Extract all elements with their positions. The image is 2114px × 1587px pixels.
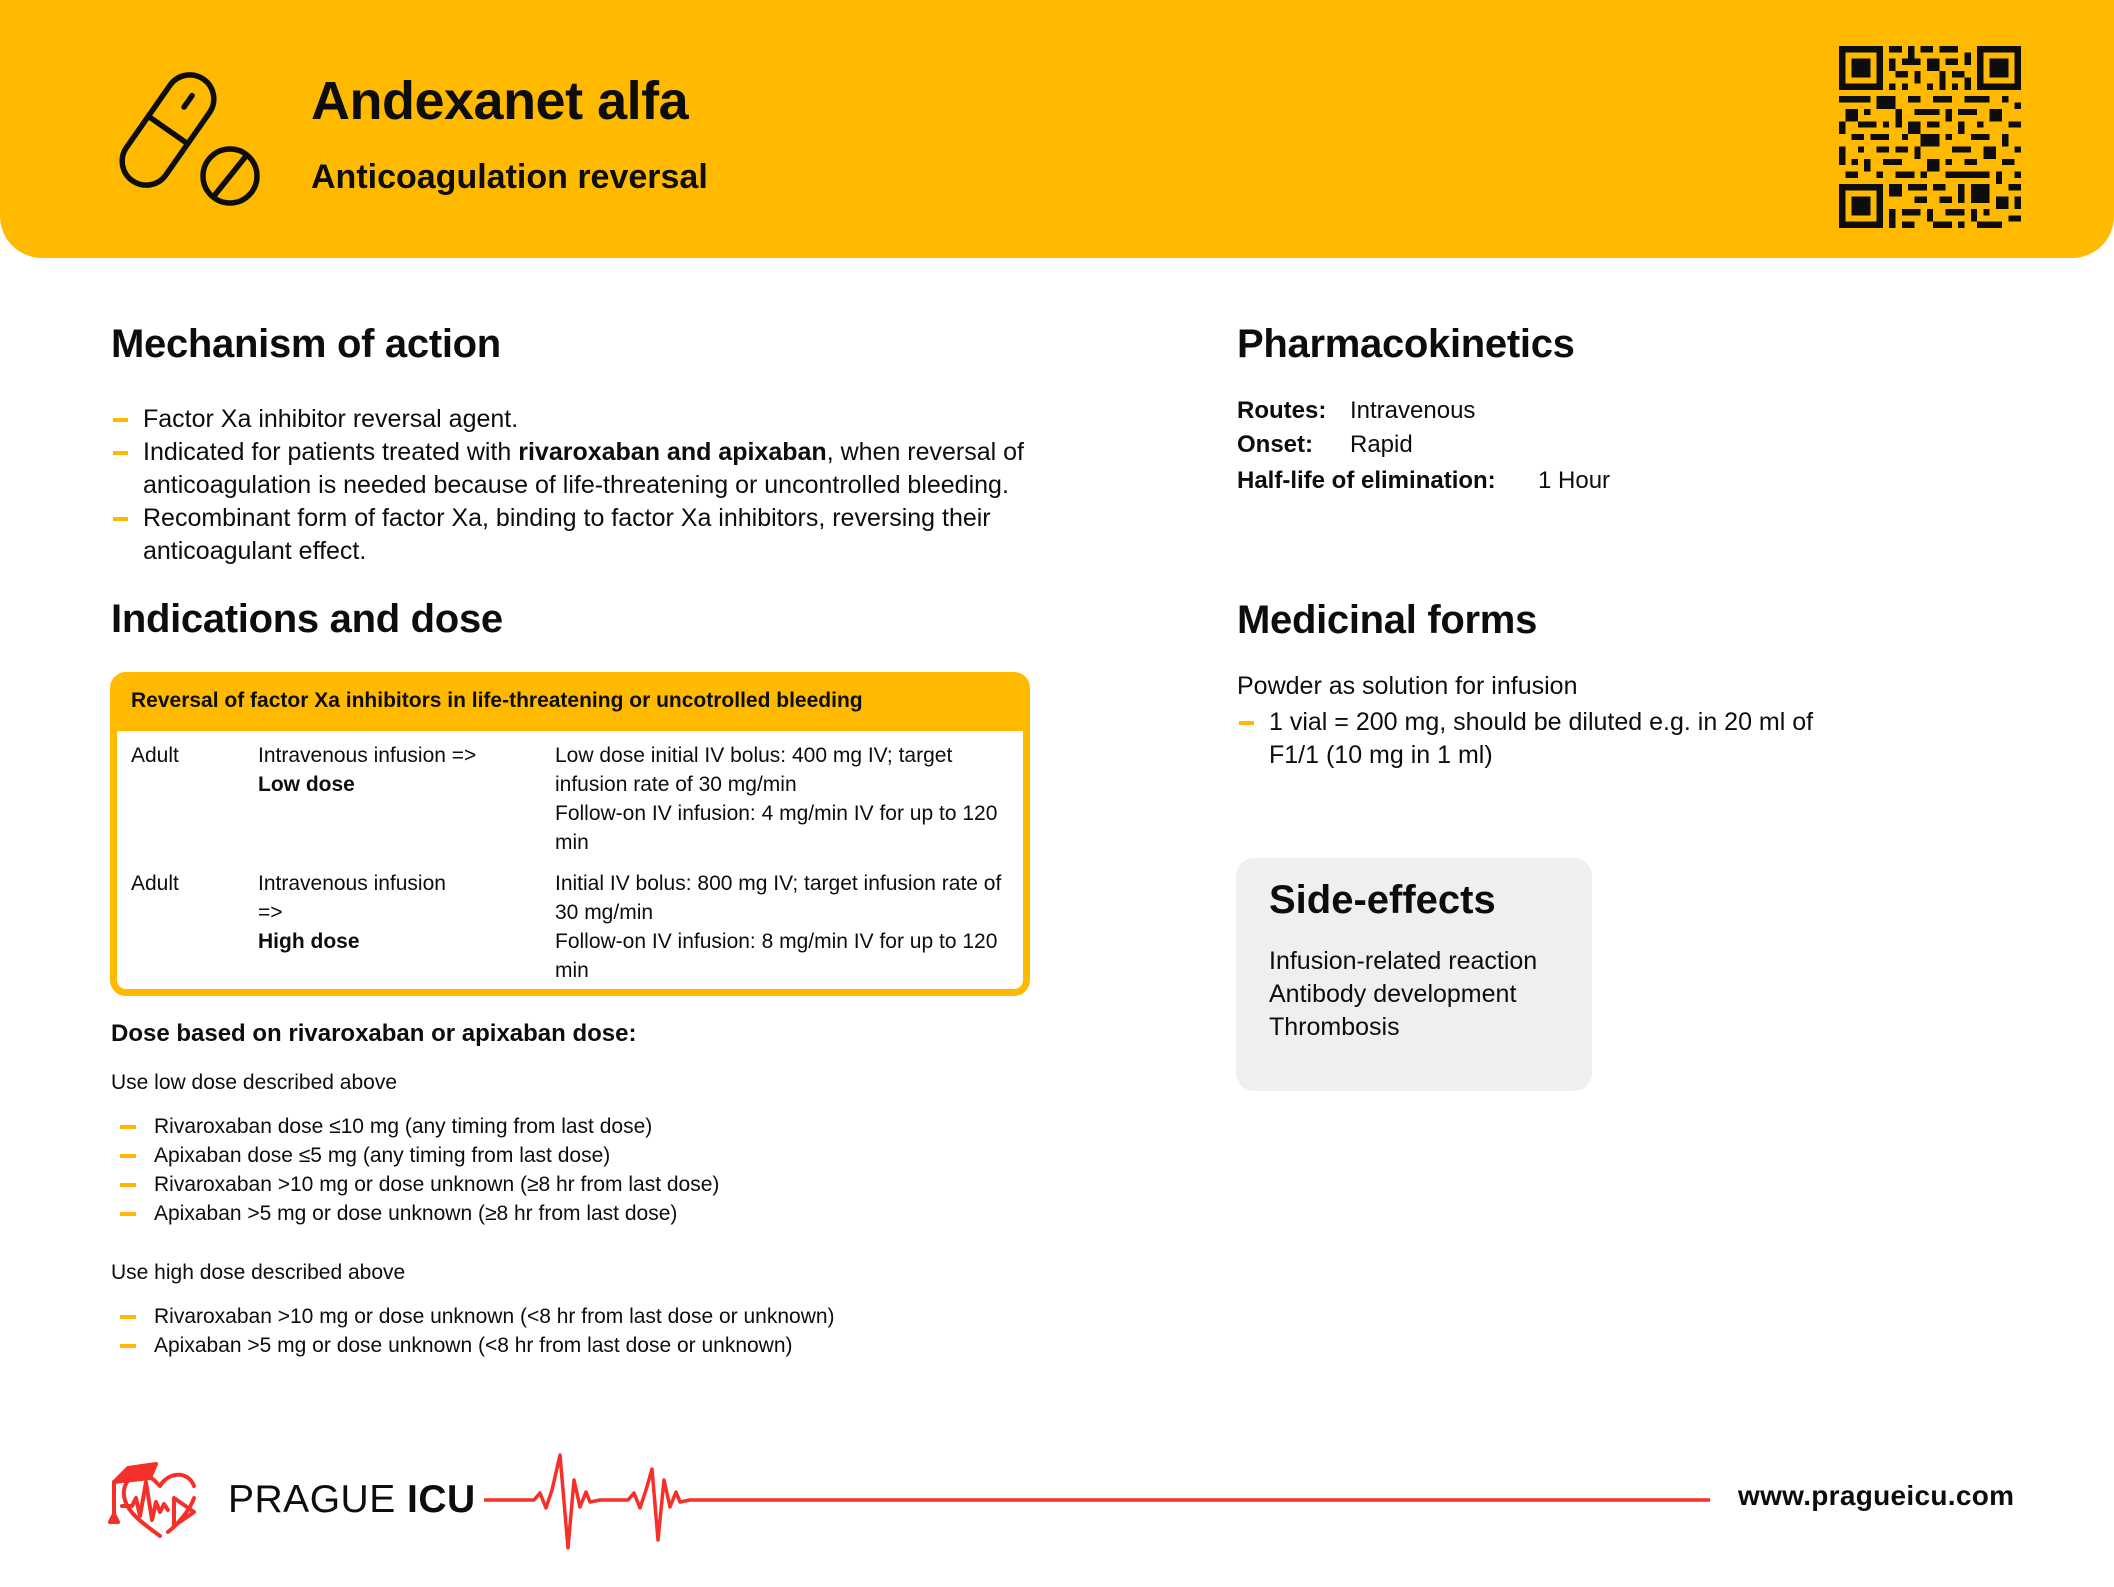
list-item: Thrombosis (1269, 1013, 1400, 1041)
pill-capsule-tablet-icon (118, 72, 268, 212)
pk-value: 1 Hour (1538, 467, 1611, 494)
qr-code-icon[interactable] (1839, 46, 2021, 228)
ecg-line-icon (484, 1450, 1710, 1550)
low-dose-intro: Use low dose described above (111, 1071, 398, 1094)
mechanism-heading: Mechanism of action (111, 322, 501, 366)
list-item: Factor Xa inhibitor reversal agent. (111, 403, 1071, 436)
pk-label: Half-life of elimination: (1237, 467, 1496, 494)
side-effects-list (1269, 945, 1592, 1044)
footer-brand: PRAGUE ICU (228, 1478, 476, 1521)
indication-table (110, 672, 1030, 996)
population-cell: Adult (131, 744, 179, 767)
route-cell: Intravenous infusion => Low dose (258, 744, 477, 796)
indications-heading: Indications and dose (111, 597, 503, 641)
indication-table-title: Reversal of factor Xa inhibitors in life-threatening or uncotrolled bleeding (117, 679, 1023, 731)
pk-label: Routes: (1237, 397, 1327, 424)
list-item: Indicated for patients treated with rivaroxaban and apixaban, when reversal of anticoagulation is needed because of life-threatening or uncontrolled bleeding. (111, 436, 1071, 502)
dose-based-title: Dose based on rivaroxaban or apixaban dose: (111, 1020, 637, 1047)
list-item: Apixaban >5 mg or dose unknown (≥8 hr from last dose) (120, 1199, 1020, 1228)
side-effects-card (1236, 858, 1592, 1091)
side-effects-heading: Side-effects (1269, 878, 1496, 922)
footer-website-link[interactable]: www.pragueicu.com (1738, 1480, 2015, 1511)
list-item: Recombinant form of factor Xa, binding to factor Xa inhibitors, reversing their anticoagulant effect. (111, 502, 1071, 568)
low-dose-list (120, 1112, 1020, 1228)
high-dose-list (120, 1302, 1020, 1360)
population-cell: Adult (131, 872, 179, 895)
list-item: Apixaban dose ≤5 mg (any timing from last dose) (120, 1141, 1020, 1170)
list-item: Rivaroxaban >10 mg or dose unknown (≥8 hr from last dose) (120, 1170, 1020, 1199)
drug-title: Andexanet alfa (311, 71, 689, 131)
dose-cell: Initial IV bolus: 800 mg IV; target infusion rate of 30 mg/min Follow-on IV infusion: 8 mg/min IV for up to 120 min (555, 872, 1002, 982)
drug-subtitle: Anticoagulation reversal (311, 158, 708, 196)
route-cell: Intravenous infusion => High dose (258, 872, 446, 953)
header-banner (0, 0, 2114, 258)
medicinal-forms-intro: Powder as solution for infusion (1237, 672, 1578, 700)
pharmacokinetics-heading: Pharmacokinetics (1237, 322, 1575, 366)
pk-label: Onset: (1237, 431, 1314, 458)
medicinal-forms-heading: Medicinal forms (1237, 598, 1538, 642)
table-row (117, 741, 1023, 869)
pk-value: Intravenous (1350, 397, 1476, 424)
list-item: Antibody development (1269, 980, 1517, 1008)
list-item: Apixaban >5 mg or dose unknown (<8 hr from last dose or unknown) (120, 1331, 1020, 1360)
medicinal-forms-list (1237, 706, 1857, 772)
list-item: Rivaroxaban >10 mg or dose unknown (<8 hr from last dose or unknown) (120, 1302, 1020, 1331)
list-item: Rivaroxaban dose ≤10 mg (any timing from last dose) (120, 1112, 1020, 1141)
pk-value: Rapid (1350, 431, 1413, 458)
list-item: Infusion-related reaction (1269, 947, 1538, 975)
list-item: 1 vial = 200 mg, should be diluted e.g. in 20 ml of F1/1 (10 mg in 1 ml) (1237, 706, 1857, 772)
mechanism-list (111, 403, 1071, 568)
dose-cell: Low dose initial IV bolus: 400 mg IV; target infusion rate of 30 mg/min Follow-on IV infusion: 4 mg/min IV for up to 120 min (555, 744, 998, 854)
high-dose-intro: Use high dose described above (111, 1261, 406, 1284)
heart-graduation-cap-icon (108, 1458, 214, 1542)
